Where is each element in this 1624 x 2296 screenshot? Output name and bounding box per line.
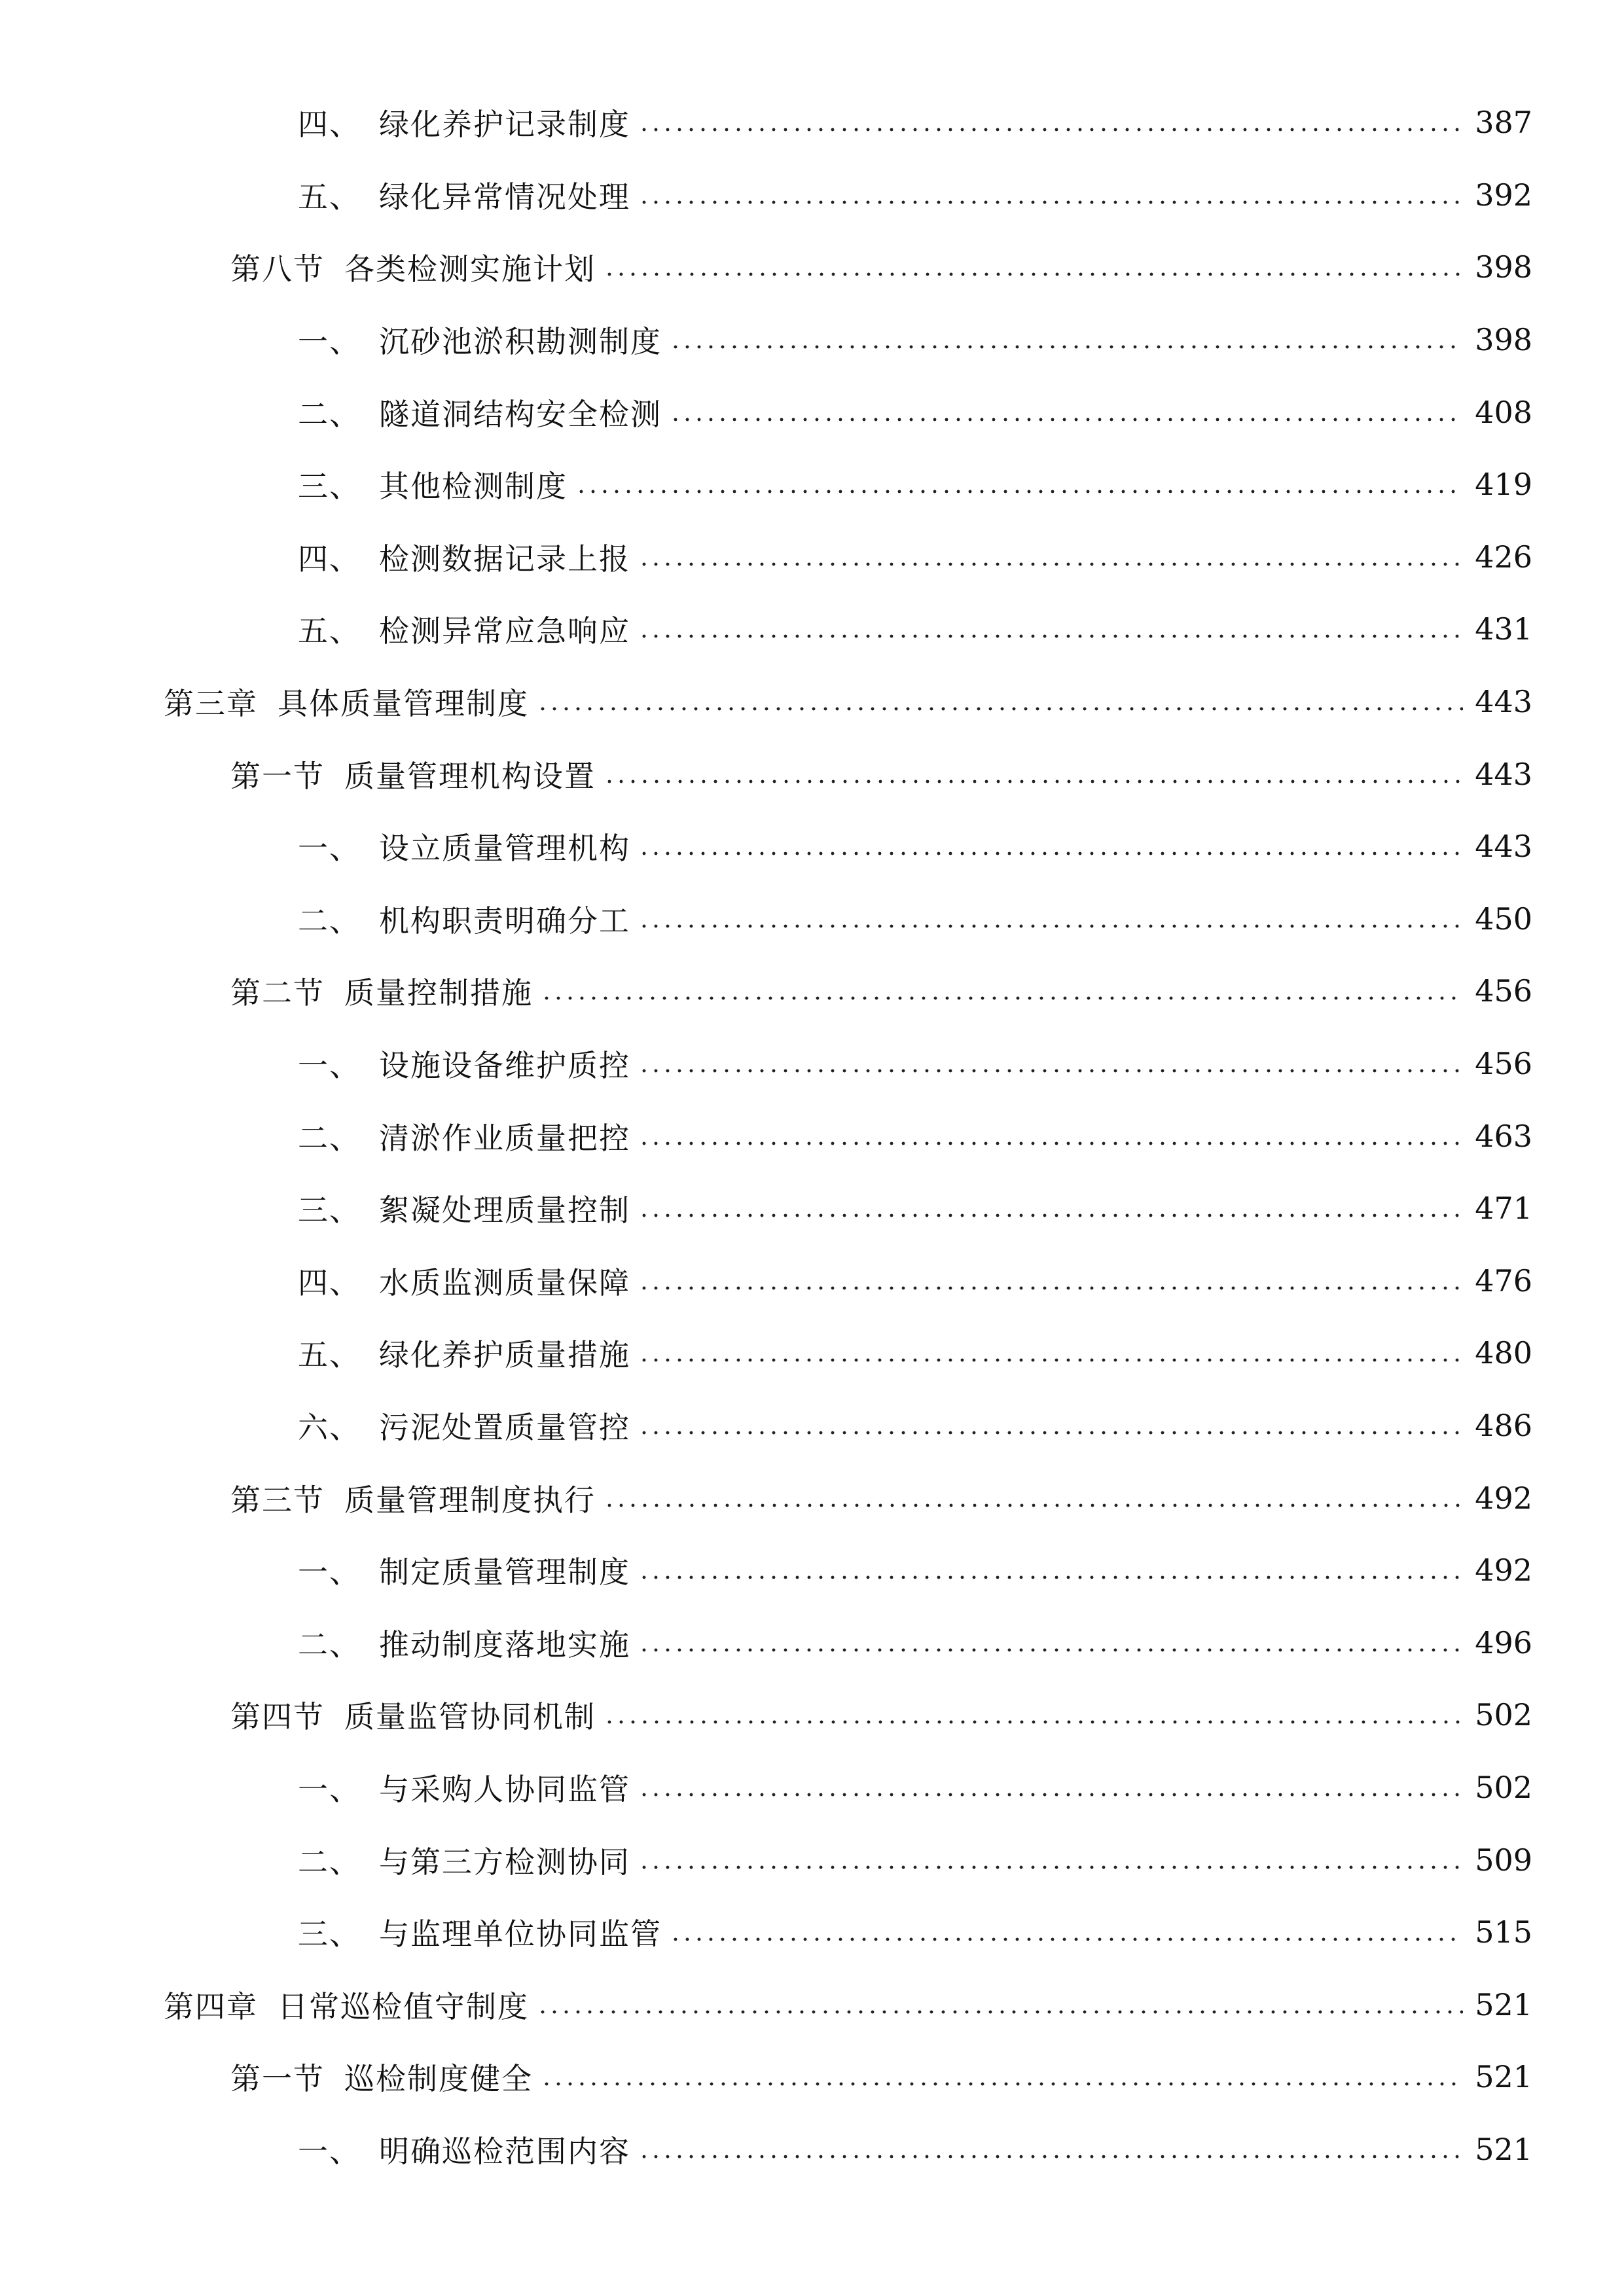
toc-dot-leader: [537, 707, 1463, 711]
toc-entry-title: 隧道洞结构安全检测: [379, 396, 662, 432]
toc-dot-leader: [575, 490, 1463, 493]
toc-entry-page-number: 521: [1475, 2131, 1532, 2167]
toc-subsection-entry[interactable]: [0, 1028, 1624, 1100]
toc-entry-number: 第四章: [164, 1988, 258, 2024]
toc-subsection-entry[interactable]: [0, 304, 1624, 376]
toc-entry-title: 设立质量管理机构: [379, 831, 630, 867]
toc-section-entry[interactable]: [0, 738, 1624, 810]
toc-entry-number: 第一节: [230, 758, 325, 794]
toc-dot-leader: [670, 345, 1463, 349]
toc-entry-title: 与监理单位协同监管: [379, 1916, 662, 1952]
toc-chapter-entry[interactable]: [0, 666, 1624, 738]
toc-subsection-entry[interactable]: [0, 1896, 1624, 1969]
toc-section-entry[interactable]: [0, 231, 1624, 304]
toc-entry-page-number: 492: [1475, 1552, 1532, 1588]
toc-entry-number: 三、: [298, 469, 361, 505]
toc-chapter-entry[interactable]: [0, 1968, 1624, 2041]
toc-entry-title: 检测异常应急响应: [379, 613, 630, 649]
toc-entry-page-number: 515: [1475, 1914, 1532, 1950]
toc-entry-number: 三、: [298, 1193, 361, 1229]
toc-entry-page-number: 502: [1475, 1769, 1532, 1805]
toc-subsection-entry[interactable]: [0, 1390, 1624, 1462]
toc-subsection-entry[interactable]: [0, 883, 1624, 956]
toc-subsection-entry[interactable]: [0, 1100, 1624, 1172]
toc-entry-title: 水质监测质量保障: [379, 1265, 630, 1300]
toc-entry-title: 清淤作业质量把控: [379, 1120, 630, 1156]
toc-entry-number: 二、: [298, 1120, 361, 1156]
toc-subsection-entry[interactable]: [0, 1317, 1624, 1390]
toc-dot-leader: [638, 562, 1463, 566]
toc-subsection-entry[interactable]: [0, 159, 1624, 232]
toc-entry-title: 绿化异常情况处理: [379, 179, 630, 215]
toc-entry-page-number: 419: [1475, 467, 1532, 503]
toc-dot-leader: [604, 272, 1463, 276]
toc-dot-leader: [638, 1575, 1463, 1579]
toc-dot-leader: [604, 780, 1463, 783]
toc-entry-page-number: 443: [1475, 756, 1532, 792]
toc-entry-number: 一、: [298, 1771, 361, 1807]
toc-entry-page-number: 502: [1475, 1697, 1532, 1733]
toc-subsection-entry[interactable]: [0, 86, 1624, 159]
toc-subsection-entry[interactable]: [0, 1172, 1624, 1245]
toc-entry-page-number: 463: [1475, 1118, 1532, 1154]
toc-entry-page-number: 476: [1475, 1263, 1532, 1299]
toc-entry-page-number: 392: [1475, 177, 1532, 213]
toc-entry-page-number: 471: [1475, 1191, 1532, 1227]
toc-dot-leader: [604, 1503, 1463, 1507]
toc-entry-title: 质量管理机构设置: [344, 758, 596, 794]
toc-dot-leader: [638, 924, 1463, 928]
toc-entry-number: 第三章: [164, 686, 258, 722]
toc-dot-leader: [541, 2082, 1463, 2086]
toc-entry-number: 二、: [298, 1844, 361, 1880]
toc-dot-leader: [638, 1865, 1463, 1869]
toc-entry-number: 一、: [298, 1048, 361, 1084]
toc-subsection-entry[interactable]: [0, 1823, 1624, 1896]
toc-entry-page-number: 426: [1475, 539, 1532, 575]
toc-section-entry[interactable]: [0, 1679, 1624, 1751]
toc-entry-number: 四、: [298, 107, 361, 143]
toc-dot-leader: [638, 1213, 1463, 1217]
toc-entry-title: 污泥处置质量管控: [379, 1409, 630, 1445]
toc-entry-title: 与采购人协同监管: [379, 1771, 630, 1807]
toc-subsection-entry[interactable]: [0, 1751, 1624, 1824]
toc-entry-page-number: 408: [1475, 394, 1532, 430]
toc-section-entry[interactable]: [0, 955, 1624, 1028]
toc-entry-page-number: 443: [1475, 829, 1532, 865]
toc-entry-title: 各类检测实施计划: [344, 251, 596, 287]
toc-dot-leader: [638, 1793, 1463, 1797]
toc-entry-page-number: 450: [1475, 901, 1532, 937]
toc-entry-title: 沉砂池淤积勘测制度: [379, 324, 662, 360]
toc-subsection-entry[interactable]: [0, 1245, 1624, 1318]
toc-dot-leader: [638, 852, 1463, 855]
toc-entry-title: 明确巡检范围内容: [379, 2133, 630, 2169]
toc-dot-leader: [604, 1720, 1463, 1724]
toc-dot-leader: [638, 128, 1463, 132]
toc-entry-title: 日常巡检值守制度: [278, 1988, 529, 2024]
toc-entry-number: 五、: [298, 179, 361, 215]
toc-entry-number: 四、: [298, 541, 361, 577]
toc-entry-page-number: 387: [1475, 105, 1532, 141]
toc-entry-number: 一、: [298, 1554, 361, 1590]
toc-entry-number: 五、: [298, 613, 361, 649]
toc-entry-title: 絮凝处理质量控制: [379, 1193, 630, 1229]
toc-entry-number: 第一节: [230, 2061, 325, 2097]
toc-entry-title: 与第三方检测协同: [379, 1844, 630, 1880]
toc-entry-number: 二、: [298, 396, 361, 432]
toc-dot-leader: [638, 634, 1463, 638]
toc-dot-leader: [638, 1648, 1463, 1652]
toc-subsection-entry[interactable]: [0, 2113, 1624, 2186]
toc-dot-leader: [537, 2010, 1463, 2014]
toc-entry-page-number: 521: [1475, 2059, 1532, 2095]
toc-entry-number: 第二节: [230, 975, 325, 1011]
toc-entry-page-number: 398: [1475, 322, 1532, 358]
toc-subsection-entry[interactable]: [0, 1606, 1624, 1679]
toc-entry-title: 巡检制度健全: [344, 2061, 533, 2097]
toc-dot-leader: [670, 418, 1463, 422]
toc-entry-number: 第四节: [230, 1699, 325, 1735]
toc-entry-page-number: 492: [1475, 1480, 1532, 1516]
toc-entry-number: 二、: [298, 903, 361, 939]
toc-dot-leader: [638, 1286, 1463, 1290]
toc-entry-number: 三、: [298, 1916, 361, 1952]
toc-subsection-entry[interactable]: [0, 376, 1624, 448]
toc-entry-number: 第八节: [230, 251, 325, 287]
toc-entry-title: 其他检测制度: [379, 469, 568, 505]
toc-entry-title: 质量管理制度执行: [344, 1482, 596, 1518]
toc-entry-title: 设施设备维护质控: [379, 1048, 630, 1084]
toc-entry-page-number: 486: [1475, 1407, 1532, 1443]
toc-entry-number: 一、: [298, 2133, 361, 2169]
toc-entry-title: 质量监管协同机制: [344, 1699, 596, 1735]
toc-entry-title: 具体质量管理制度: [278, 686, 529, 722]
toc-entry-page-number: 521: [1475, 1986, 1532, 2022]
toc-subsection-entry[interactable]: [0, 521, 1624, 594]
toc-subsection-entry[interactable]: [0, 448, 1624, 521]
toc-dot-leader: [638, 1358, 1463, 1362]
toc-entry-title: 推动制度落地实施: [379, 1626, 630, 1662]
toc-entry-page-number: 456: [1475, 1046, 1532, 1082]
toc-entry-number: 四、: [298, 1265, 361, 1300]
toc-entry-title: 制定质量管理制度: [379, 1554, 630, 1590]
toc-entry-page-number: 443: [1475, 684, 1532, 720]
table-of-contents: [0, 86, 1624, 2185]
toc-dot-leader: [638, 1069, 1463, 1073]
toc-dot-leader: [670, 1937, 1463, 1941]
toc-entry-title: 检测数据记录上报: [379, 541, 630, 577]
toc-section-entry[interactable]: [0, 1462, 1624, 1534]
toc-subsection-entry[interactable]: [0, 593, 1624, 666]
toc-entry-page-number: 398: [1475, 249, 1532, 285]
toc-entry-title: 质量控制措施: [344, 975, 533, 1011]
toc-entry-number: 一、: [298, 324, 361, 360]
toc-entry-page-number: 456: [1475, 973, 1532, 1009]
toc-dot-leader: [638, 1431, 1463, 1435]
toc-entry-page-number: 496: [1475, 1624, 1532, 1660]
toc-entry-page-number: 480: [1475, 1335, 1532, 1371]
toc-entry-number: 五、: [298, 1337, 361, 1373]
toc-entry-title: 绿化养护质量措施: [379, 1337, 630, 1373]
toc-entry-number: 六、: [298, 1409, 361, 1445]
toc-entry-page-number: 509: [1475, 1842, 1532, 1878]
toc-subsection-entry[interactable]: [0, 810, 1624, 883]
toc-subsection-entry[interactable]: [0, 1534, 1624, 1607]
toc-entry-page-number: 431: [1475, 611, 1532, 647]
toc-entry-title: 机构职责明确分工: [379, 903, 630, 939]
toc-dot-leader: [638, 2155, 1463, 2159]
toc-entry-title: 绿化养护记录制度: [379, 107, 630, 143]
toc-entry-number: 第三节: [230, 1482, 325, 1518]
toc-entry-number: 二、: [298, 1626, 361, 1662]
toc-section-entry[interactable]: [0, 2041, 1624, 2113]
toc-dot-leader: [638, 1141, 1463, 1145]
toc-dot-leader: [638, 200, 1463, 204]
toc-dot-leader: [541, 996, 1463, 1000]
toc-entry-number: 一、: [298, 831, 361, 867]
